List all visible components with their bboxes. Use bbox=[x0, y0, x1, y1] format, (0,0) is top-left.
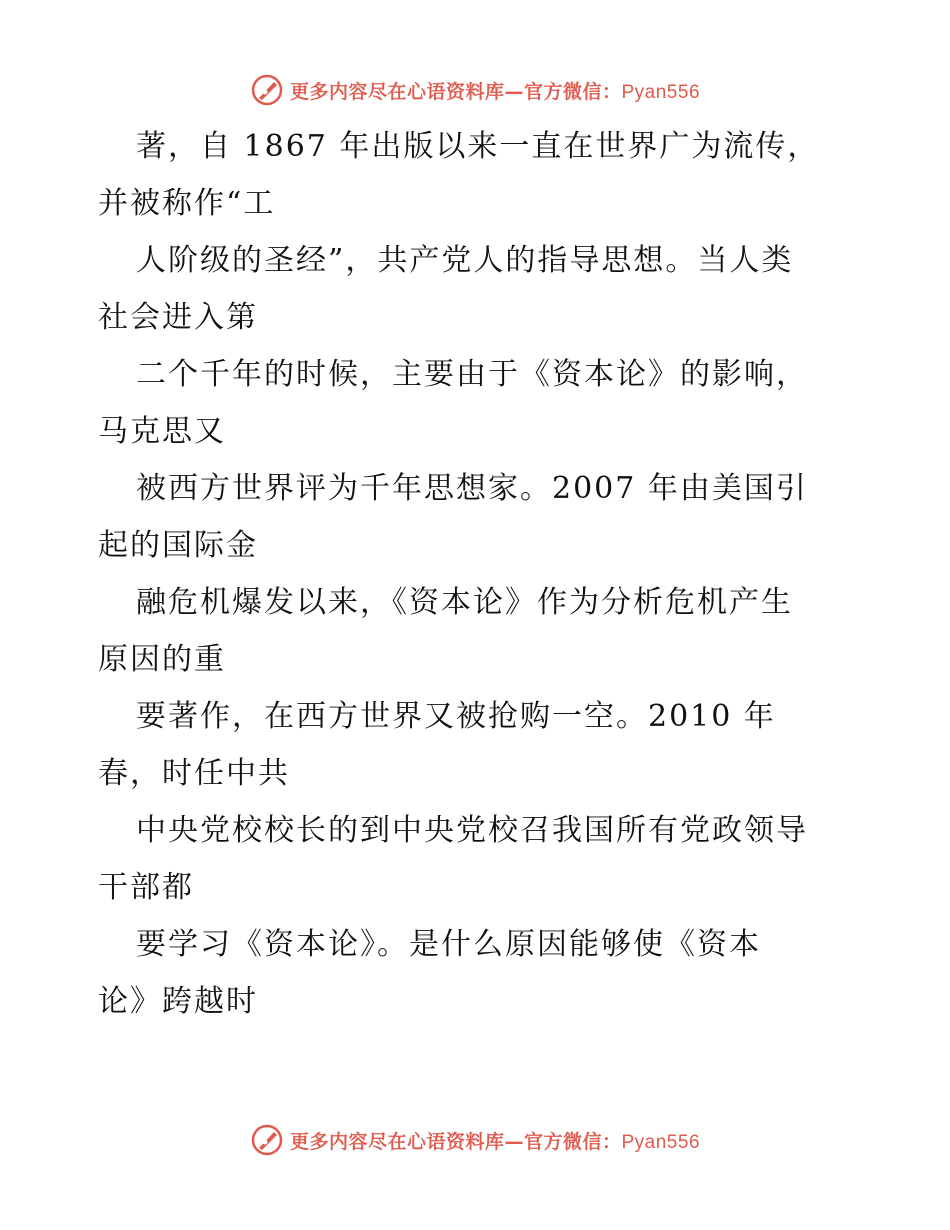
body-line: 人阶级的圣经”，共产党人的指导思想。当人类 bbox=[136, 243, 794, 278]
body-line: 论》跨越时 bbox=[98, 984, 258, 1019]
body-line: 著，自 1867 年出版以来一直在世界广为流传， bbox=[136, 129, 820, 164]
quill-logo-icon bbox=[250, 1123, 284, 1157]
quill-logo-icon bbox=[250, 73, 284, 107]
body-line: 融危机爆发以来，《资本论》作为分析危机产生 bbox=[136, 585, 793, 620]
body-line: 要著作，在西方世界又被抢购一空。2010 年 bbox=[136, 699, 776, 734]
footer-banner-text: 更多内容尽在心语资料库—官方微信：Pyan556 bbox=[289, 1130, 701, 1153]
body-line: 并被称作“工 bbox=[98, 186, 276, 221]
footer-wechat-id: Pyan556 bbox=[621, 1131, 701, 1153]
body-line: 春，时任中共 bbox=[98, 756, 290, 791]
body-line: 马克思又 bbox=[98, 414, 226, 449]
footer-banner bbox=[0, 1120, 950, 1160]
body-line: 原因的重 bbox=[98, 642, 226, 677]
header-banner bbox=[0, 70, 950, 110]
body-line: 干部都 bbox=[98, 870, 194, 905]
body-line: 社会进入第 bbox=[98, 300, 258, 335]
header-banner-text: 更多内容尽在心语资料库—官方微信：Pyan556 bbox=[289, 80, 701, 103]
body-line: 二个千年的时候，主要由于《资本论》的影响， bbox=[136, 357, 808, 392]
body-line: 起的国际金 bbox=[98, 528, 258, 563]
body-line: 要学习《资本论》。是什么原因能够使《资本 bbox=[136, 927, 761, 962]
body-line: 被西方世界评为千年思想家。2007 年由美国引 bbox=[136, 471, 808, 506]
header-wechat-id: Pyan556 bbox=[621, 81, 701, 103]
body-line: 中央党校校长的到中央党校召我国所有党政领导 bbox=[136, 813, 808, 848]
document-body bbox=[98, 118, 868, 1030]
